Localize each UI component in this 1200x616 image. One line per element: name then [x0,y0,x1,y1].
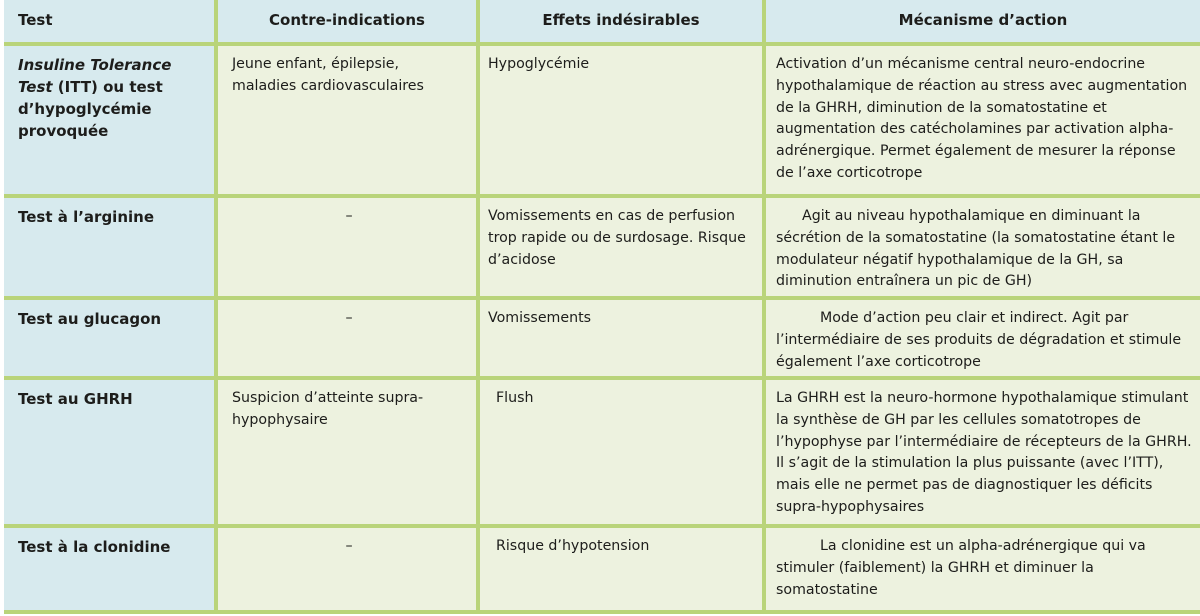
row-test-name-italic: Insuline Tolerance Test [18,56,172,96]
row-mecanisme: Agit au niveau hypothalamique en diminuant la sécrétion de la somatostatine (la somatostatine étant le modulateur négatif hypothalamique de la GH, sa diminution entraînera un pic de GH) [764,196,1200,298]
row-test-name: Test au GHRH [4,378,216,526]
row-test-name [4,44,216,196]
table-row [4,44,1200,196]
header-effets-indesirables: Effets indésirables [478,0,764,44]
row-test-name: Test au glucagon [4,298,216,378]
header-contre-indications: Contre-indications [216,0,478,44]
row-mecanisme: La GHRH est la neuro-hormone hypothalamique stimulant la synthèse de GH par les cellules somatotropes de l’hypophyse par l’intermédiaire de récepteurs de la GHRH. Il s’agit de la stimulation la plus puissante (avec l’ITT), mais elle ne permet pas de diagnostiquer les déficits supra-hypophysaires [764,378,1200,526]
row-contre-indications: – [216,526,478,612]
row-effets-indesirables: Vomissements en cas de perfusion trop rapide ou de surdosage. Risque d’acidose [478,196,764,298]
row-effets-indesirables: Flush [478,378,764,526]
header-row [4,0,1200,44]
row-mecanisme: Mode d’action peu clair et indirect. Agit par l’intermédiaire de ses produits de dégradation et stimule également l’axe corticotrope [764,298,1200,378]
row-test-name: Test à la clonidine [4,526,216,612]
table-row [4,196,1200,298]
row-effets-indesirables: Risque d’hypotension [478,526,764,612]
row-mecanisme: La clonidine est un alpha-adrénergique qui va stimuler (faiblement) la GHRH et diminuer la somatostatine [764,526,1200,612]
table-row [4,378,1200,526]
row-effets-indesirables: Hypoglycémie [478,44,764,196]
row-test-name: Test à l’arginine [4,196,216,298]
row-contre-indications: – [216,196,478,298]
table-row [4,298,1200,378]
row-test-name-rest: (ITT) ou test d’hypoglycémie provoquée [18,78,163,140]
row-effets-indesirables: Vomissements [478,298,764,378]
tests-table [4,0,1200,614]
row-mecanisme: Activation d’un mécanisme central neuro-endocrine hypothalamique de réaction au stress avec augmentation de la GHRH, diminution de la somatostatine et augmentation des catécholamines par activation alpha-adrénergique. Permet également de mesurer la réponse de l’axe corticotrope [764,44,1200,196]
header-test: Test [4,0,216,44]
row-contre-indications: Suspicion d’atteinte supra-hypophysaire [216,378,478,526]
table-row [4,526,1200,612]
row-contre-indications: Jeune enfant, épilepsie, maladies cardiovasculaires [216,44,478,196]
row-contre-indications: – [216,298,478,378]
header-mecanisme: Mécanisme d’action [764,0,1200,44]
